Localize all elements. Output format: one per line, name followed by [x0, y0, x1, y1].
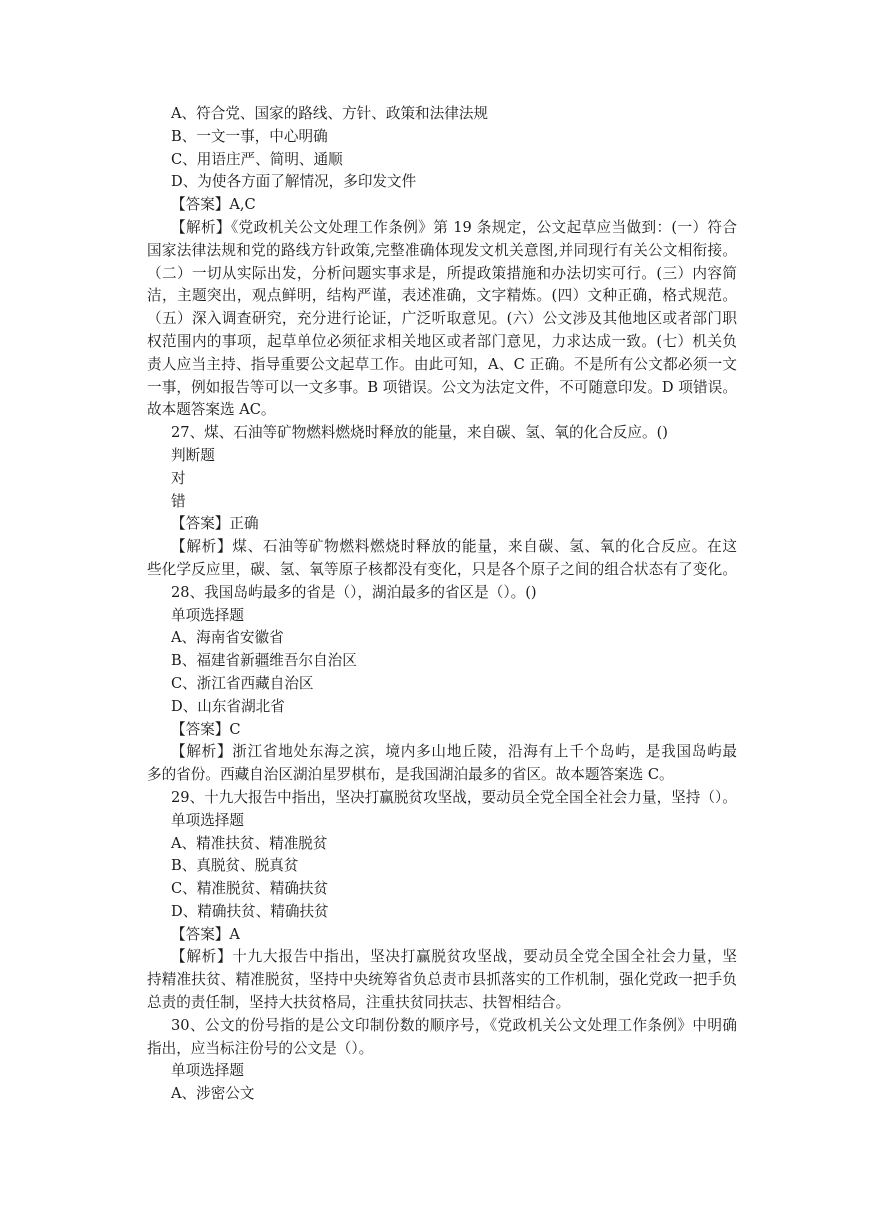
analysis-line: 总责的责任制，坚持大扶贫格局，注重扶贫同扶志、扶智相结合。 — [147, 994, 571, 1012]
analysis-line: 责人应当主持、指导重要公文起草工作。由此可知，A、C 正确。不是所有公文都必须一文 — [147, 355, 737, 373]
analysis-line: 些化学反应里，碳、氢、氧等原子核都没有变化，只是各个原子之间的组合状态有了变化。 — [147, 560, 737, 578]
analysis — [147, 217, 737, 422]
question-27 — [147, 422, 737, 582]
question-stem: 27、煤、石油等矿物燃料燃烧时释放的能量，来自碳、氢、氧的化合反应。() — [171, 424, 668, 442]
analysis-line: 【解析】浙江省地处东海之滨，境内多山地丘陵，沿海有上千个岛屿，是我国岛屿最 — [171, 743, 737, 761]
question-stem: 28、我国岛屿最多的省是（），湖泊最多的省区是（）。() — [171, 583, 537, 601]
analysis-line: 一事，例如报告等可以一文多事。B 项错误。公文为法定文件，不可随意印发。D 项错误。 — [147, 378, 737, 396]
question-29 — [147, 787, 737, 1015]
option-a: A、涉密公文 — [171, 1085, 255, 1103]
question-28 — [147, 582, 737, 787]
analysis — [147, 741, 737, 787]
option-a: A、海南省安徽省 — [171, 629, 284, 647]
analysis-line: 多的省份。西藏自治区湖泊星罗棋布，是我国湖泊最多的省区。故本题答案选 C。 — [147, 766, 674, 784]
option-d: D、为使各方面了解情况，多印发文件 — [171, 173, 417, 191]
analysis — [147, 536, 737, 582]
question-stem-line: 30、公文的份号指的是公文印制份数的顺序号，《党政机关公文处理工作条例》中明确 — [171, 1016, 737, 1034]
analysis-line: 【解析】十九大报告中指出，坚决打赢脱贫攻坚战，要动员全党全国全社会力量，坚 — [171, 948, 737, 966]
question-type: 判断题 — [171, 446, 215, 464]
option-true: 对 — [171, 469, 186, 487]
option-b: B、真脱贫、脱真贫 — [171, 857, 299, 875]
option-c: C、精准脱贫、精确扶贫 — [171, 880, 329, 898]
analysis-line: 国家法律法规和党的路线方针政策,完整准确体现发文机关意图,并同现行有关公文相衔接。 — [147, 241, 737, 259]
option-c: C、用语庄严、简明、通顺 — [171, 150, 343, 168]
question-26 — [147, 103, 737, 422]
question-type: 单项选择题 — [171, 1062, 244, 1080]
option-d: D、山东省湖北省 — [171, 697, 285, 715]
answer: 【答案】C — [171, 720, 241, 738]
answer: 【答案】A — [171, 925, 240, 943]
question-stem: 29、十九大报告中指出，坚决打赢脱贫攻坚战，要动员全党全国全社会力量，坚持（）。 — [171, 788, 737, 806]
analysis-line: 持精准扶贫、精准脱贫，坚持中央统筹省负总责市县抓落实的工作机制，强化党政一把手负 — [147, 971, 737, 989]
option-d: D、精确扶贫、精确扶贫 — [171, 902, 329, 920]
analysis-line: （五）深入调查研究，充分进行论证，广泛听取意见。(六）公文涉及其他地区或者部门职 — [147, 310, 737, 328]
question-type: 单项选择题 — [171, 606, 244, 624]
analysis-line: （二）一切从实际出发，分析问题实事求是，所提政策措施和办法切实可行。(三）内容简 — [147, 264, 737, 282]
analysis-line: 【解析】煤、石油等矿物燃料燃烧时释放的能量，来自碳、氢、氧的化合反应。在这 — [171, 538, 737, 556]
option-false: 错 — [171, 492, 186, 510]
analysis-line: 故本题答案选 AC。 — [147, 401, 276, 419]
question-30 — [147, 1015, 737, 1106]
answer: 【答案】A,C — [171, 196, 256, 214]
question-stem-line: 指出，应当标注份号的公文是（）。 — [147, 1039, 374, 1057]
document-body — [147, 103, 737, 1106]
analysis — [147, 946, 737, 1014]
answer: 【答案】正确 — [171, 515, 259, 533]
option-c: C、浙江省西藏自治区 — [171, 674, 314, 692]
analysis-line: 【解析】《党政机关公文处理工作条例》第 19 条规定，公文起草应当做到：(一）符合 — [171, 218, 737, 236]
analysis-line: 权范围内的事项，起草单位必须征求相关地区或者部门意见，力求达成一致。(七）机关负 — [147, 332, 737, 350]
question-type: 单项选择题 — [171, 811, 244, 829]
option-b: B、福建省新疆维吾尔自治区 — [171, 652, 357, 670]
option-b: B、一文一事，中心明确 — [171, 127, 328, 145]
analysis-line: 洁，主题突出，观点鲜明，结构严谨，表述准确，文字精炼。(四）文种正确，格式规范。 — [147, 287, 737, 305]
option-a: A、精准扶贫、精准脱贫 — [171, 834, 328, 852]
option-a: A、符合党、国家的路线、方针、政策和法律法规 — [171, 105, 489, 122]
